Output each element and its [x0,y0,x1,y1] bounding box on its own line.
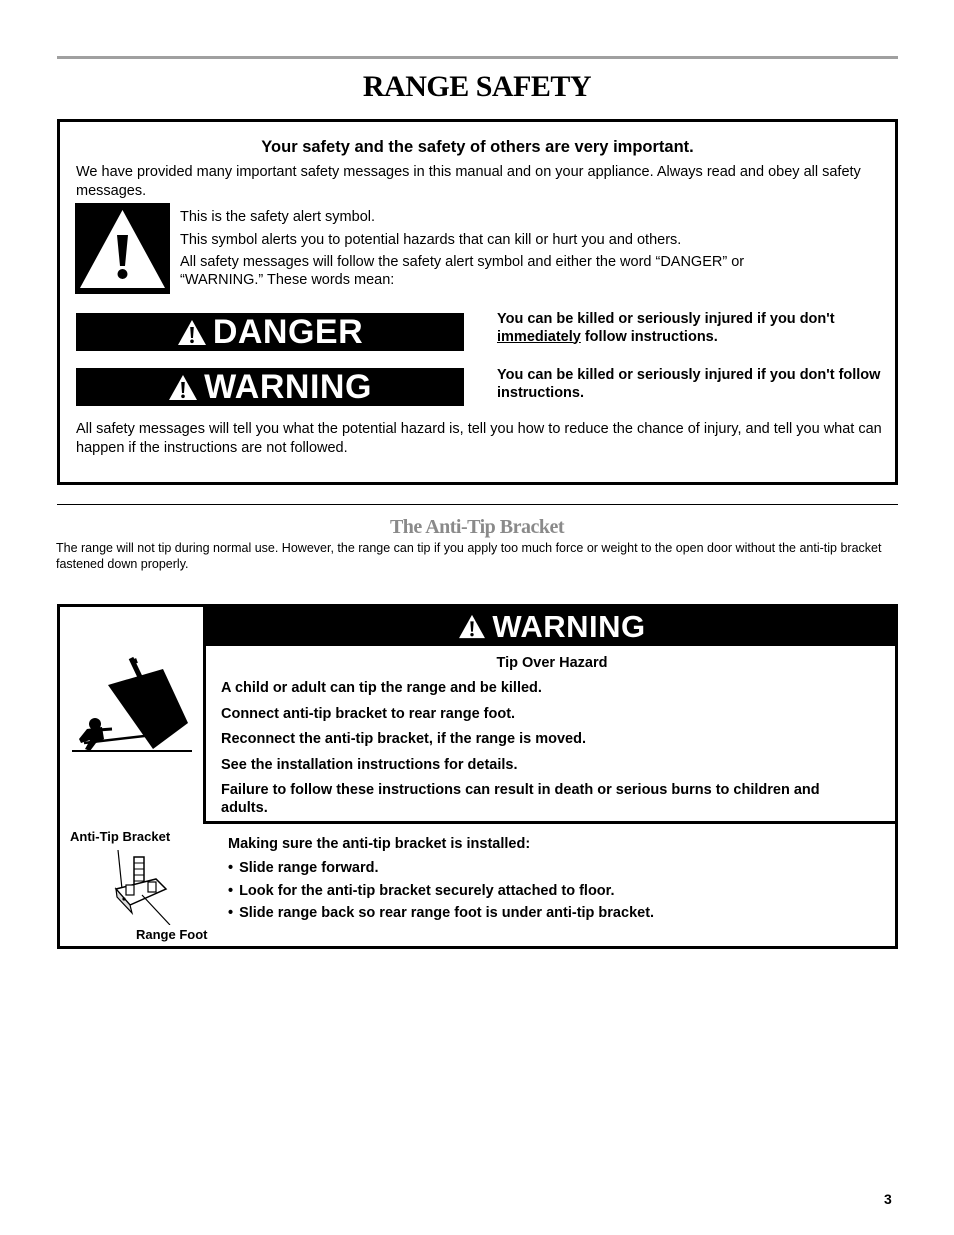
safety-alert-icon [458,614,486,639]
symbol-explanation [180,208,880,294]
hazard-line: See the installation instructions for details. [221,756,518,773]
page-title: RANGE SAFETY [362,70,592,103]
safety-intro: We have provided many important safety messages in this manual and on your appliance. Always read and obey all safety messages. [76,164,861,199]
warning-signal-bar [76,368,464,406]
install-step: • Slide range back so rear range foot is under anti-tip bracket. [228,904,654,922]
warning-word: WARNING [204,367,372,406]
warning-word: WARNING [492,608,646,644]
install-step: • Look for the anti-tip bracket securely attached to floor. [228,882,654,900]
danger-meaning-text: You can be killed or seriously injured if you don't [497,311,835,327]
safety-outro: All safety messages will tell you what the potential hazard is, tell you how to reduce the chance of injury, and tell you what can happen if the instructions are not followed. [76,421,882,456]
page-number: 3 [884,1191,892,1207]
section-title: The Anti-Tip Bracket [389,516,565,538]
hazard-title: Tip Over Hazard [496,655,608,671]
safety-message-box [57,119,898,485]
hazard-line: Connect anti-tip bracket to rear range foot. [221,705,516,722]
hazard-line: Failure to follow these instructions can result in death or serious burns to children and adults. [221,782,820,816]
safety-alert-icon [168,374,198,401]
danger-word: DANGER [212,312,364,351]
warning-signal-bar [206,607,898,646]
install-title: Making sure the anti-tip bracket is installed: [228,836,531,852]
danger-meaning [497,311,892,346]
anti-tip-bracket-illustration [104,847,194,930]
section-rule [57,504,898,505]
symbol-line: All safety messages will follow the safety alert symbol and either the word “DANGER” or “WARNING.” These words mean: [180,254,745,288]
tip-over-illustration [68,655,196,760]
top-rule [57,56,898,59]
danger-signal-bar [76,313,464,351]
danger-emphasis: immediately [497,328,581,345]
symbol-line: This symbol alerts you to potential hazards that can kill or hurt you and others. [180,231,682,248]
danger-meaning-text: follow instructions. [580,328,718,345]
tip-over-warning-box [57,604,898,949]
safety-alert-icon [177,319,207,346]
hazard-line: Reconnect the anti-tip bracket, if the range is moved. [221,731,586,747]
install-step: • Slide range forward. [228,859,654,877]
bracket-label: Anti-Tip Bracket [70,829,171,844]
safety-alert-icon [75,203,170,294]
hazard-line: A child or adult can tip the range and be killed. [221,680,542,696]
safety-heading: Your safety and the safety of others are very important. [261,138,694,156]
section-body: The range will not tip during normal use. However, the range can tip if you apply too much force or weight to the open door without the anti-tip bracket fastened down properly. [56,541,882,571]
hazard-lines [221,679,861,825]
foot-label: Range Foot [136,927,208,942]
install-steps [228,859,654,927]
symbol-line: This is the safety alert symbol. [180,209,376,225]
warning-meaning: You can be killed or seriously injured if you don't follow instructions. [497,367,881,401]
